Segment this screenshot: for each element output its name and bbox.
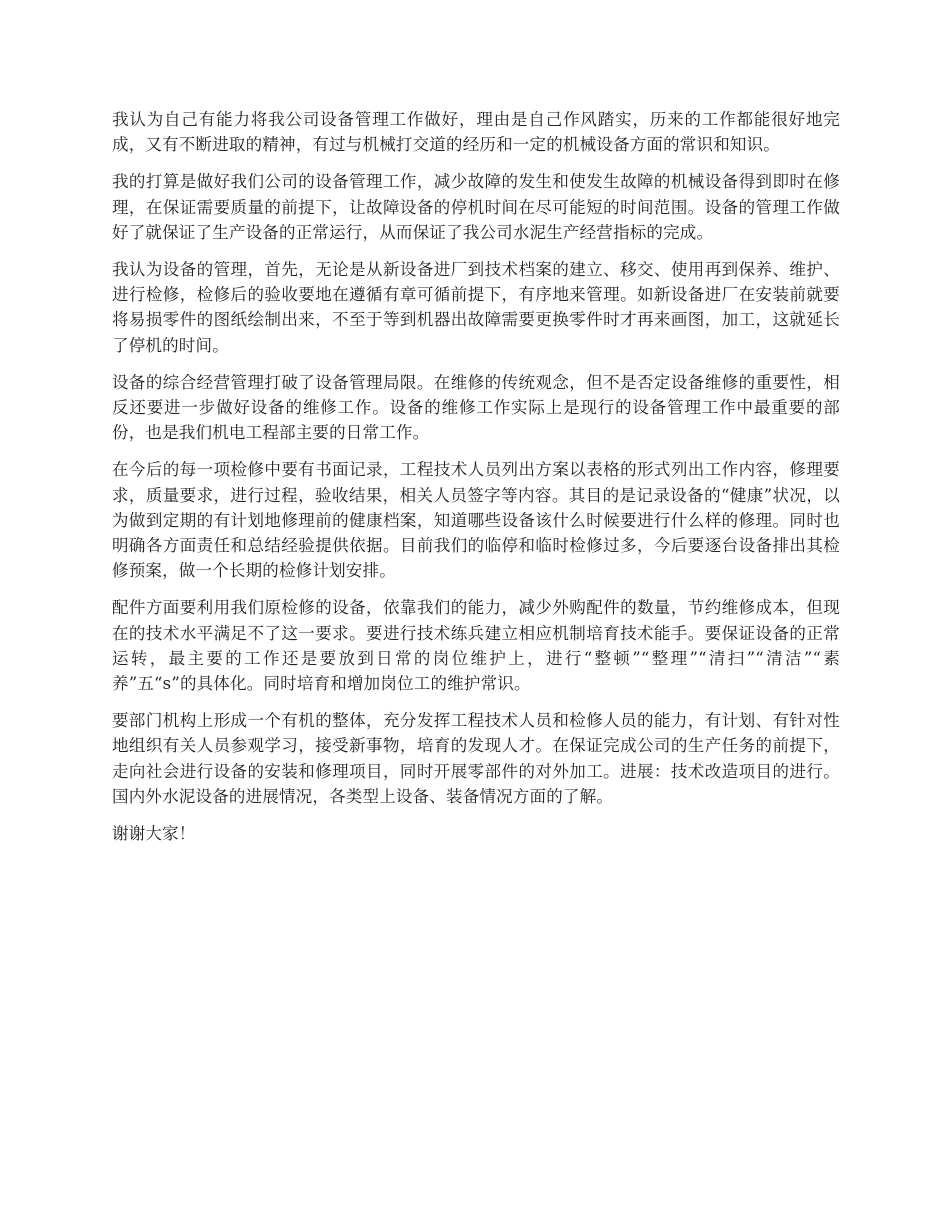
paragraph-6: 配件方面要利用我们原检修的设备，依靠我们的能力，减少外购配件的数量，节约维修成本，但现在的技术水平满足不了这一要求。要进行技术练兵建立相应机制培育技术能手。要保证设备的正常运转，最主要的工作还是要放到日常的岗位维护上，进行“整顿”“整理”“清扫”“清洁”“素养”五“s”的具体化。同时培育和增加岗位工的维护常识。 [112,598,840,694]
paragraph-4: 设备的综合经营管理打破了设备管理局限。在维修的传统观念，但不是否定设备维修的重要性，相反还要进一步做好设备的维修工作。设备的维修工作实际上是现行的设备管理工作中最重要的部份，也是我们机电工程部主要的日常工作。 [112,372,840,443]
paragraph-5: 在今后的每一项检修中要有书面记录，工程技术人员列出方案以表格的形式列出工作内容，修理要求，质量要求，进行过程，验收结果，相关人员签字等内容。其目的是记录设备的“健康”状况，以为做到定期的有计划地修理前的健康档案，知道哪些设备该什么时候要进行什么样的修理。同时也明确各方面责任和总结经验提供依据。目前我们的临停和临时检修过多，今后要逐台设备排出其检修预案，做一个长期的检修计划安排。 [112,460,840,581]
document-body [112,107,840,858]
closing-line: 谢谢大家！ [112,824,196,844]
paragraph-2: 我的打算是做好我们公司的设备管理工作，减少故障的发生和使发生故障的机械设备得到即时在修理，在保证需要质量的前提下，让故障设备的停机时间在尽可能短的时间范围。设备的管理工作做好了就保证了生产设备的正常运行，从而保证了我公司水泥生产经营指标的完成。 [112,172,840,242]
paragraph-1: 我认为自己有能力将我公司设备管理工作做好，理由是自己作风踏实，历来的工作都能很好地完成，又有不断进取的精神，有过与机械打交道的经历和一定的机械设备方面的常识和知识。 [112,110,840,155]
paragraph-3: 我认为设备的管理，首先，无论是从新设备进厂到技术档案的建立、移交、使用再到保养、维护、进行检修，检修后的验收要地在遵循有章可循前提下，有序地来管理。如新设备进厂在安装前就要将易损零件的图纸绘制出来，不至于等到机器出故障需要更换零件时才再来画图，加工，这就延长了停机的时间。 [112,260,840,355]
paragraph-7: 要部门机构上形成一个有机的整体，充分发挥工程技术人员和检修人员的能力，有计划、有针对性地组织有关人员参观学习，接受新事物，培育的发现人才。在保证完成公司的生产任务的前提下，走向社会进行设备的安装和修理项目，同时开展零部件的对外加工。进展：技术改造项目的进行。国内外水泥设备的进展情况，各类型上设备、装备情况方面的了解。 [112,711,840,806]
